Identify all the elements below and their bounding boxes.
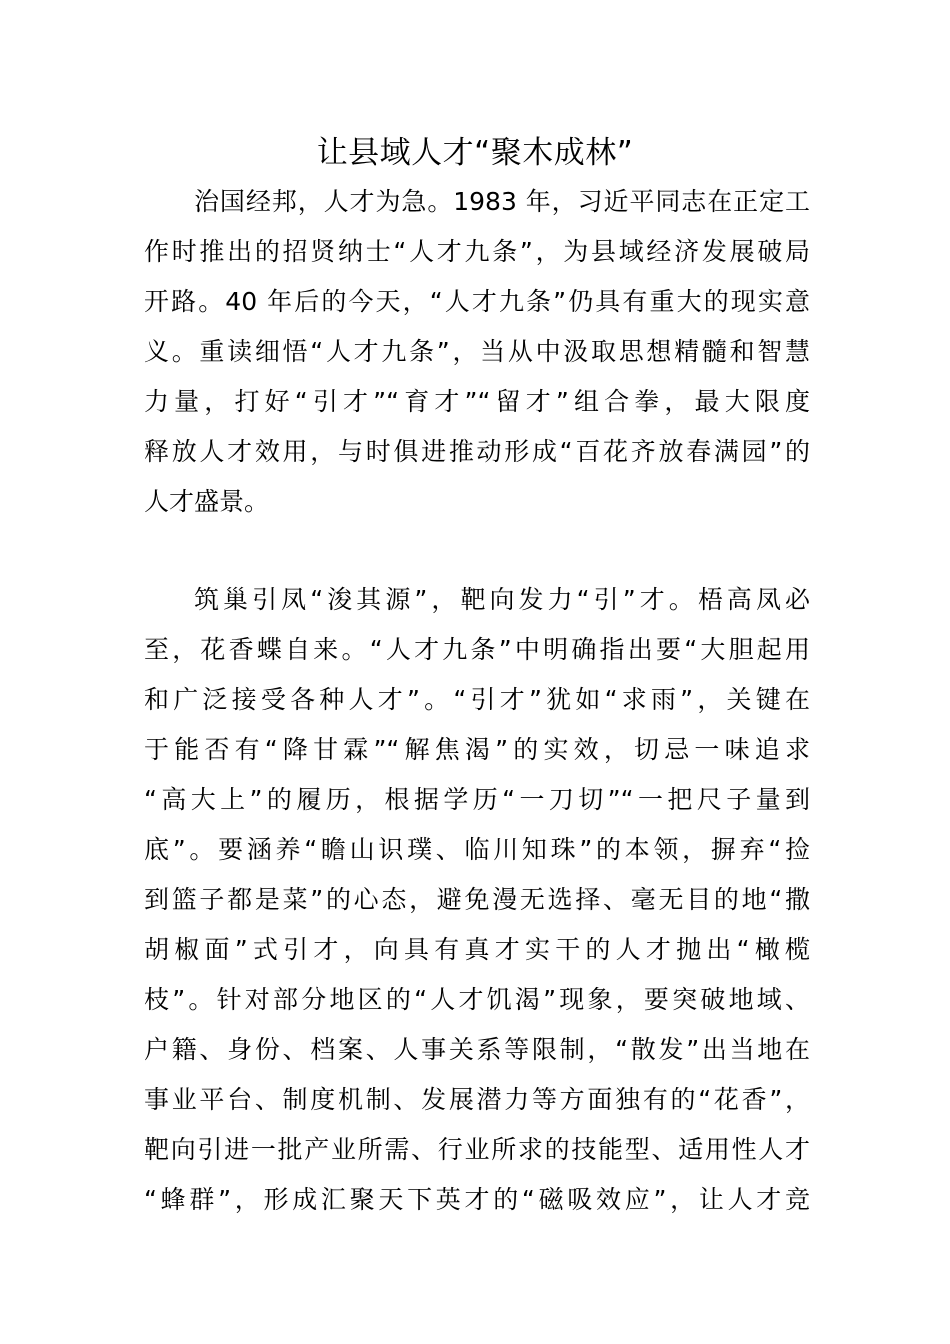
text-line: 到篮子都是菜”的心态，避免漫无选择、毫无目的地“撒 xyxy=(144,885,810,914)
paragraph-1 xyxy=(144,177,810,527)
text-line: 底”。要涵养“瞻山识璞、临川知珠”的本领，摒弃“捡 xyxy=(144,835,810,864)
text-line: 释放人才效用，与时俱进推动形成“百花齐放春满园”的 xyxy=(144,437,810,466)
text-line: 开路。40 年后的今天，“人才九条”仍具有重大的现实意 xyxy=(144,287,810,316)
text-line: 至，花香蝶自来。“人才九条”中明确指出要“大胆起用 xyxy=(144,635,810,664)
text-line: 胡椒面”式引才，向具有真才实干的人才抛出“橄榄 xyxy=(144,935,810,964)
text-line: 义。重读细悟“人才九条”，当从中汲取思想精髓和智慧 xyxy=(144,337,810,366)
text-line: 于能否有“降甘霖”“解焦渴”的实效，切忌一味追求 xyxy=(144,735,810,764)
text-line: 作时推出的招贤纳士“人才九条”，为县域经济发展破局 xyxy=(144,237,810,266)
document-title: 让县域人才“聚木成林” xyxy=(316,135,634,171)
text-line: 枝”。针对部分地区的“人才饥渴”现象，要突破地域、 xyxy=(144,985,810,1014)
text-line: 治国经邦，人才为急。1983 年，习近平同志在正定工 xyxy=(194,187,810,216)
text-line: 力量，打好“引才”“育才”“留才”组合拳，最大限度 xyxy=(144,387,810,416)
text-line: 筑巢引凤“浚其源”，靶向发力“引”才。梧高凤必 xyxy=(194,585,810,614)
text-line: 户籍、身份、档案、人事关系等限制，“散发”出当地在 xyxy=(144,1035,810,1064)
text-line: 人才盛景。 xyxy=(144,487,270,516)
text-line: 靶向引进一批产业所需、行业所求的技能型、适用性人才 xyxy=(144,1135,810,1164)
paragraph-2 xyxy=(144,575,810,1225)
text-line: 事业平台、制度机制、发展潜力等方面独有的“花香”， xyxy=(144,1085,810,1114)
text-line: 和广泛接受各种人才”。“引才”犹如“求雨”，关键在 xyxy=(144,685,810,714)
text-line: “高大上”的履历，根据学历“一刀切”“一把尺子量到 xyxy=(144,785,810,814)
text-line: “蜂群”，形成汇聚天下英才的“磁吸效应”，让人才竞 xyxy=(144,1185,810,1214)
